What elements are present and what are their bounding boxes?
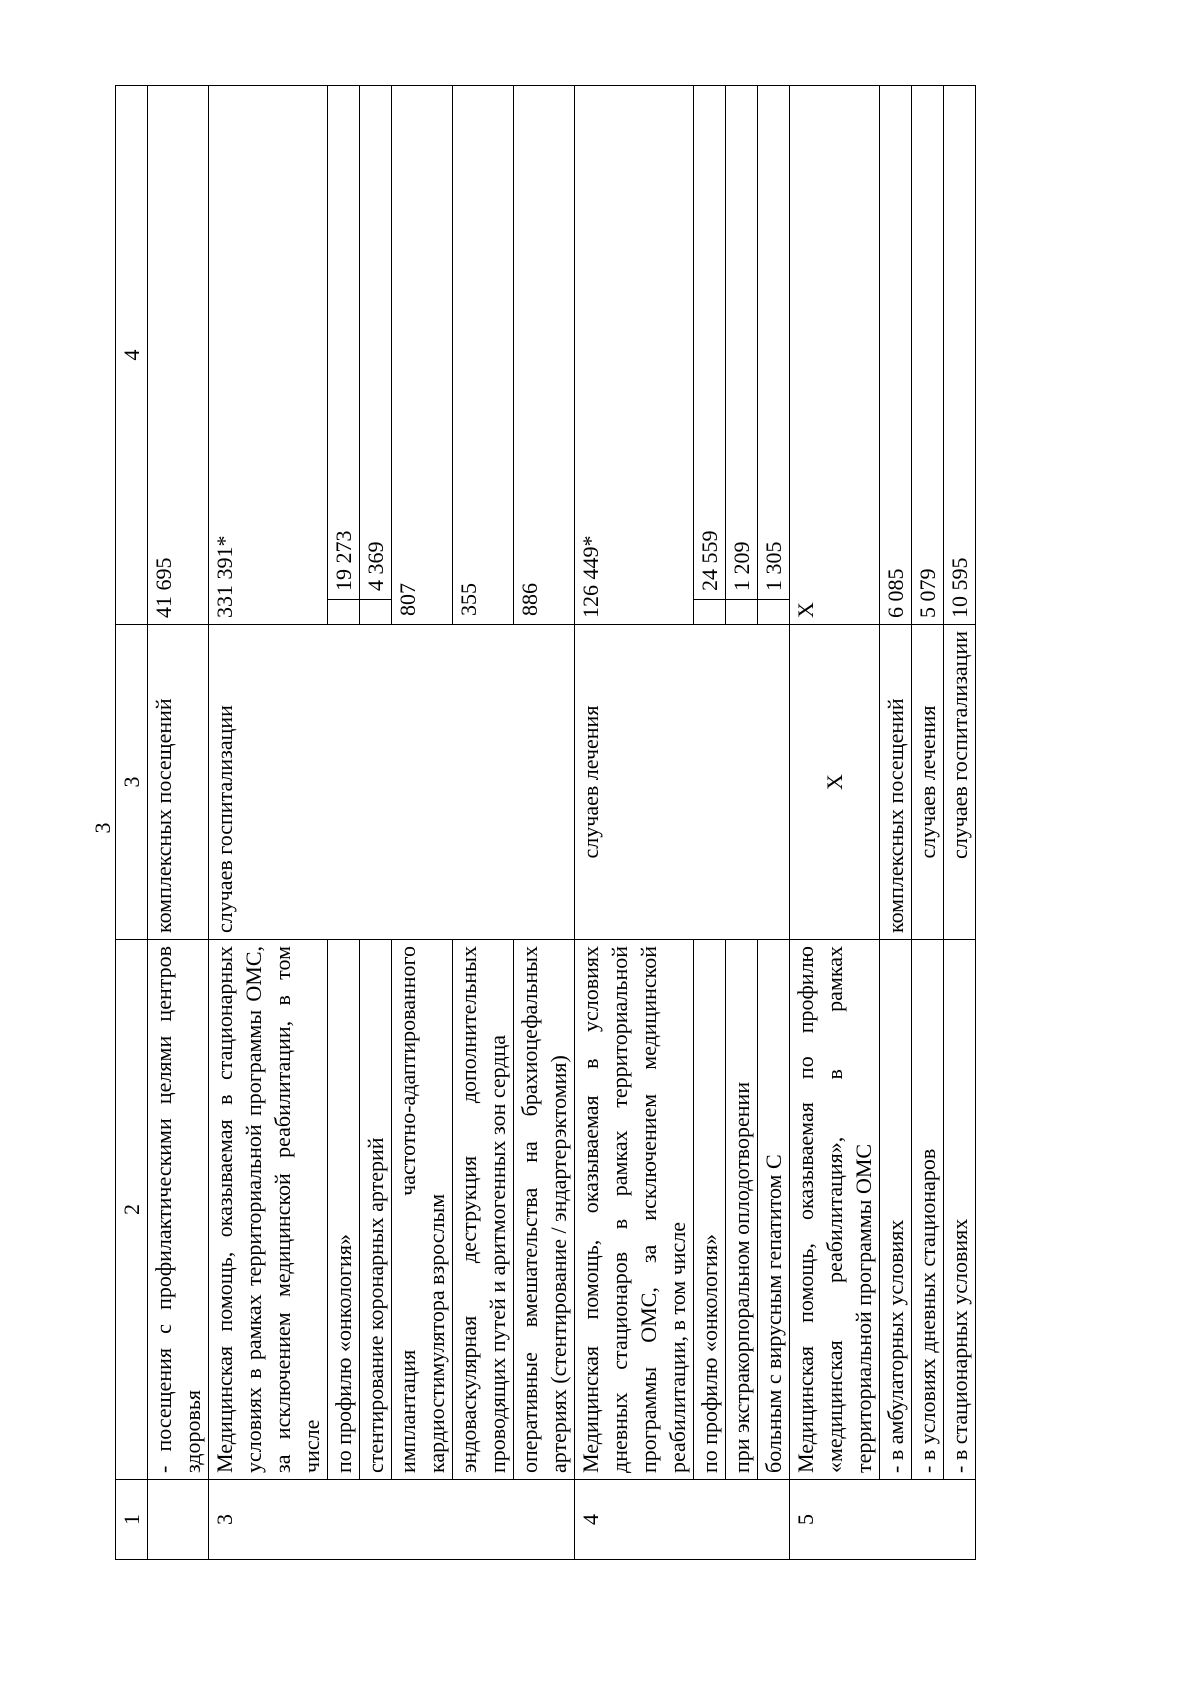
- row-number: 3: [209, 1480, 575, 1560]
- page-number: 3: [90, 822, 115, 834]
- row-value: 807: [392, 86, 453, 625]
- row-spacer: [758, 600, 790, 625]
- row-unit: комплексных посещений: [880, 625, 912, 940]
- row-description: по профилю «онкология»: [328, 940, 360, 1480]
- row-unit: Х: [790, 625, 880, 940]
- row-spacer: [726, 600, 758, 625]
- row-value: 24 559: [694, 86, 726, 600]
- row-number: [148, 1480, 209, 1560]
- header-cell-1: 1: [116, 1480, 148, 1560]
- row-number: 5: [790, 1480, 976, 1560]
- row-value: 1 305: [758, 86, 790, 600]
- row-value: 355: [453, 86, 514, 625]
- data-table: [115, 85, 976, 1560]
- table-row: [790, 86, 880, 1560]
- row-value: 10 595: [944, 86, 976, 625]
- table-row: [575, 86, 694, 1560]
- table-row: [209, 86, 328, 1560]
- row-description: - в стационарных условиях: [944, 940, 976, 1480]
- row-value: 41 695: [148, 86, 209, 625]
- row-value: Х: [790, 86, 880, 625]
- row-value: 19 273: [328, 86, 360, 600]
- row-spacer: [360, 600, 392, 625]
- row-unit: случаев лечения: [912, 625, 944, 940]
- row-value: 126 449*: [575, 86, 694, 625]
- row-description: - в амбулаторных условиях: [880, 940, 912, 1480]
- row-unit: случаев госпитализации: [944, 625, 976, 940]
- rotated-table-frame: [115, 86, 1045, 1560]
- table-row: [148, 86, 209, 1560]
- table-row: [912, 86, 944, 1560]
- table-row: [944, 86, 976, 1560]
- row-value: 1 209: [726, 86, 758, 600]
- header-cell-3: 3: [116, 625, 148, 940]
- row-number: 4: [575, 1480, 790, 1560]
- row-spacer: [328, 600, 360, 625]
- row-description: оперативные вмешательства на брахиоцефальных артериях (стентирование / эндартерэктомия): [514, 940, 575, 1480]
- row-value: 886: [514, 86, 575, 625]
- row-description: - в условиях дневных стационаров: [912, 940, 944, 1480]
- row-value: 5 079: [912, 86, 944, 625]
- row-unit: комплексных посещений: [148, 625, 209, 940]
- row-description: - посещения с профилактическими целями центров здоровья: [148, 940, 209, 1480]
- row-description: имплантация частотно-адаптированного кардиостимулятора взрослым: [392, 940, 453, 1480]
- header-cell-4: 4: [116, 86, 148, 625]
- row-value: 6 085: [880, 86, 912, 625]
- row-description: по профилю «онкология»: [694, 940, 726, 1480]
- row-description: стентирование коронарных артерий: [360, 940, 392, 1480]
- row-description: больным с вирусным гепатитом С: [758, 940, 790, 1480]
- header-cell-2: 2: [116, 940, 148, 1480]
- row-unit: случаев лечения: [575, 625, 790, 940]
- header-row: [116, 86, 148, 1560]
- table-row: [880, 86, 912, 1560]
- row-description: эндоваскулярная деструкция дополнительных проводящих путей и аритмогенных зон сердца: [453, 940, 514, 1480]
- row-spacer: [694, 600, 726, 625]
- row-description: Медицинская помощь, оказываемая по профилю «медицинская реабилитация», в рамках территориальной программы ОМС: [790, 940, 880, 1480]
- row-description: Медицинская помощь, оказываемая в условиях дневных стационаров в рамках территориальной программы ОМС, за исключением медицинской реабилитации, в том числе: [575, 940, 694, 1480]
- row-description: Медицинская помощь, оказываемая в стационарных условиях в рамках территориальной программы ОМС, за исключением медицинской реабилитации, в том числе: [209, 940, 328, 1480]
- row-value: 4 369: [360, 86, 392, 600]
- row-value: 331 391*: [209, 86, 328, 625]
- row-unit: случаев госпитализации: [209, 625, 575, 940]
- row-description: при экстракорпоральном оплодотворении: [726, 940, 758, 1480]
